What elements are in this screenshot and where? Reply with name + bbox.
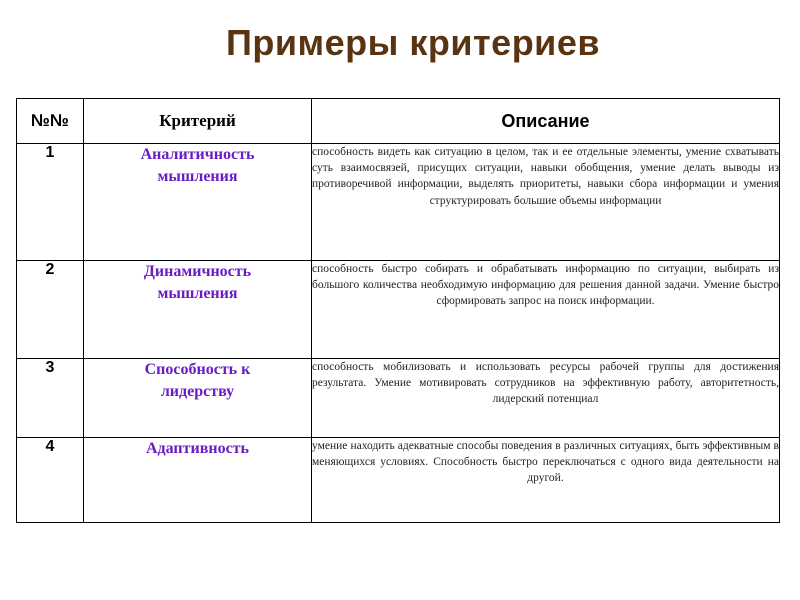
criterion-name-text: Аналитичность мышления [140, 146, 255, 185]
criterion-name-text: Адаптивность [145, 440, 249, 457]
page-title: Примеры критериев [226, 22, 600, 63]
header-criterion: Критерий [84, 99, 312, 144]
criterion-name-text: Способность к лидерству [144, 361, 251, 400]
row-number: 3 [17, 359, 84, 438]
criterion-name [84, 438, 312, 523]
header-number: №№ [17, 99, 84, 144]
row-number: 1 [17, 144, 84, 261]
table-row [17, 359, 780, 438]
criterion-name [84, 144, 312, 261]
criterion-name [84, 261, 312, 359]
criterion-description: способность быстро собирать и обрабатывать информацию по ситуации, выбирать из большого количества необходимую информацию для решения данной задачи. Умение быстро сформировать запрос на поиск информации. [312, 261, 780, 359]
criteria-table [16, 98, 780, 523]
criterion-name-text: Динамичность мышления [143, 263, 252, 302]
criterion-description: способность видеть как ситуацию в целом, так и ее отдельные элементы, умение схватывать суть взаимосвязей, присущих ситуации, навыки обобщения, умение делать выводы из противоречивой информации, выделять приоритеты, навыки сбора информации и умения структурировать большие объемы информации [312, 144, 780, 261]
table-row [17, 144, 780, 261]
header-description: Описание [312, 99, 780, 144]
row-number: 2 [17, 261, 84, 359]
table-row [17, 261, 780, 359]
criterion-name [84, 359, 312, 438]
criterion-description: умение находить адекватные способы поведения в различных ситуациях, быть эффективным в меняющихся условиях. Способность быстро переключаться с одного вида деятельности на другой. [312, 438, 780, 523]
criterion-description: способность мобилизовать и использовать ресурсы рабочей группы для достижения результата. Умение мотивировать сотрудников на эффективную работу, авторитетность, лидерский потенциал [312, 359, 780, 438]
table-header-row [17, 99, 780, 144]
table-row [17, 438, 780, 523]
row-number: 4 [17, 438, 84, 523]
